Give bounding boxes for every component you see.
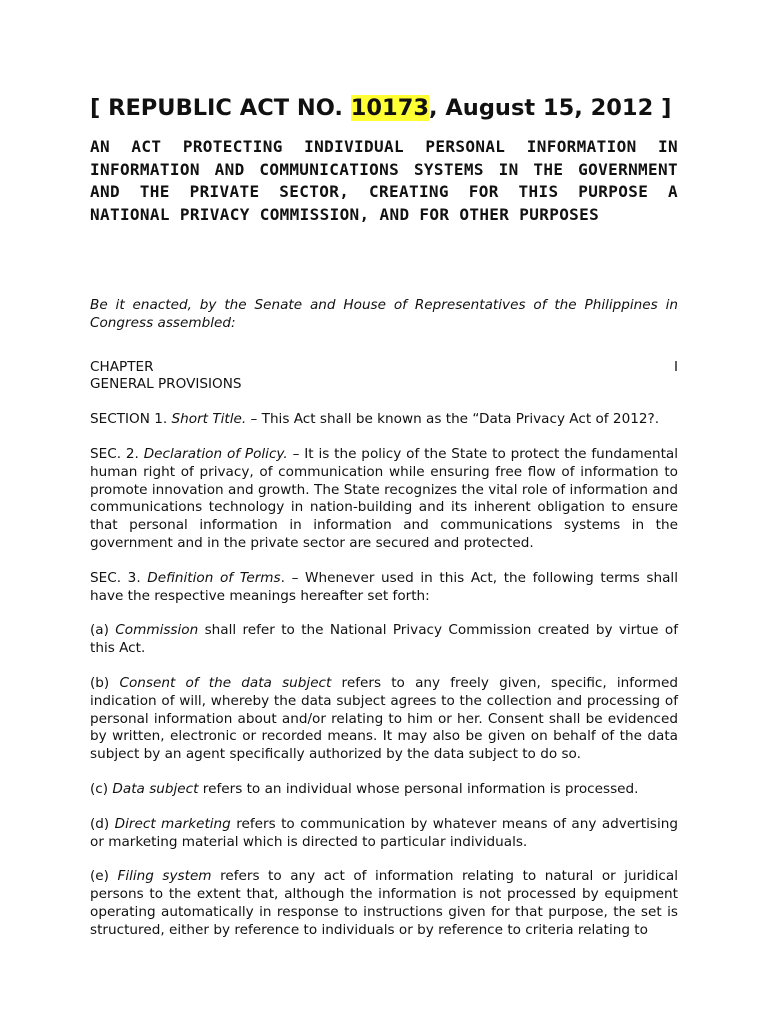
section-label: SEC. 3.: [90, 569, 141, 586]
act-subtitle: AN ACT PROTECTING INDIVIDUAL PERSONAL INFORMATION IN INFORMATION AND COMMUNICATIONS SYSTEMS IN THE GOVERNMENT AND THE PRIVATE SECTOR, CREATING FOR THIS PURPOSE A NATIONAL PRIVACY COMMISSION, AND FOR OTHER PURPOSES: [90, 137, 678, 224]
section-label: SEC. 2.: [90, 445, 139, 462]
definition-b: [90, 675, 678, 764]
section-heading: Declaration of Policy.: [143, 445, 288, 462]
act-title-suffix: , August 15, 2012 ]: [429, 95, 672, 121]
section-text: – It is the policy of the State to protect the fundamental human right of privacy, of communication while ensuring free flow of information to promote innovation and growth. The State recognizes the vital role of information and communications technology in nation-building and its inherent obligation to ensure that personal information in information and communications systems in the government and in the private sector are secured and protected.: [90, 445, 679, 551]
definition-label: (d): [90, 815, 110, 832]
chapter-label: CHAPTER: [90, 358, 154, 375]
chapter-heading: [90, 359, 678, 395]
act-title: [90, 92, 690, 124]
definition-label: (a): [90, 622, 109, 639]
section-label: SECTION 1.: [90, 411, 168, 428]
definition-label: (c): [90, 780, 109, 797]
definition-a: [90, 622, 678, 658]
act-title-prefix: [ REPUBLIC ACT NO.: [90, 95, 351, 121]
definition-label: (e): [90, 868, 109, 885]
section-3: [90, 570, 678, 606]
section-2: [90, 446, 678, 553]
definition-term: Consent of the data subject: [119, 674, 332, 691]
section-text: – This Act shall be known as the “Data Privacy Act of 2012?.: [246, 411, 660, 428]
definition-term: Filing system: [117, 868, 212, 885]
definition-d: [90, 816, 678, 852]
section-heading: Short Title.: [171, 411, 247, 428]
definition-text: refers to any freely given, specific, informed indication of will, whereby the data subject agrees to the collection and processing of personal information about and/or relating to him or her. Consent shall be evidenced by written, electronic or recorded means. It may also be given on behalf of the data subject by an agent specifically authorized by the data subject to do so.: [90, 674, 678, 763]
definition-text: refers to any act of information relating to natural or juridical persons to the extent that, although the information is not processed by equipment operating automatically in response to instructions given for that purpose, the set is structured, either by reference to individuals or by reference to criteria relating to: [90, 868, 678, 938]
definition-term: Data subject: [112, 780, 199, 797]
definition-text: refers to communication by whatever means of any advertising or marketing material which is directed to particular individuals.: [90, 815, 678, 850]
act-number-highlight: 10173: [350, 95, 430, 121]
section-text: . – Whenever used in this Act, the following terms shall have the respective meanings hereafter set forth:: [90, 569, 678, 604]
definition-c: [90, 781, 678, 799]
enacting-clause: Be it enacted, by the Senate and House of Representatives of the Philippines in Congress assembled:: [90, 297, 678, 331]
section-1: [90, 411, 678, 429]
definition-term: Direct marketing: [114, 815, 231, 832]
definition-e: [90, 868, 678, 939]
definition-text: shall refer to the National Privacy Commission created by virtue of this Act.: [90, 622, 678, 657]
document-body: [90, 297, 678, 957]
chapter-label-row: [90, 359, 678, 377]
definition-label: (b): [90, 674, 110, 691]
section-heading: Definition of Terms: [147, 569, 281, 586]
definition-term: Commission: [115, 622, 199, 639]
chapter-number: I: [673, 358, 678, 375]
definition-text: refers to an individual whose personal information is processed.: [198, 780, 639, 797]
chapter-name: GENERAL PROVISIONS: [90, 376, 242, 393]
